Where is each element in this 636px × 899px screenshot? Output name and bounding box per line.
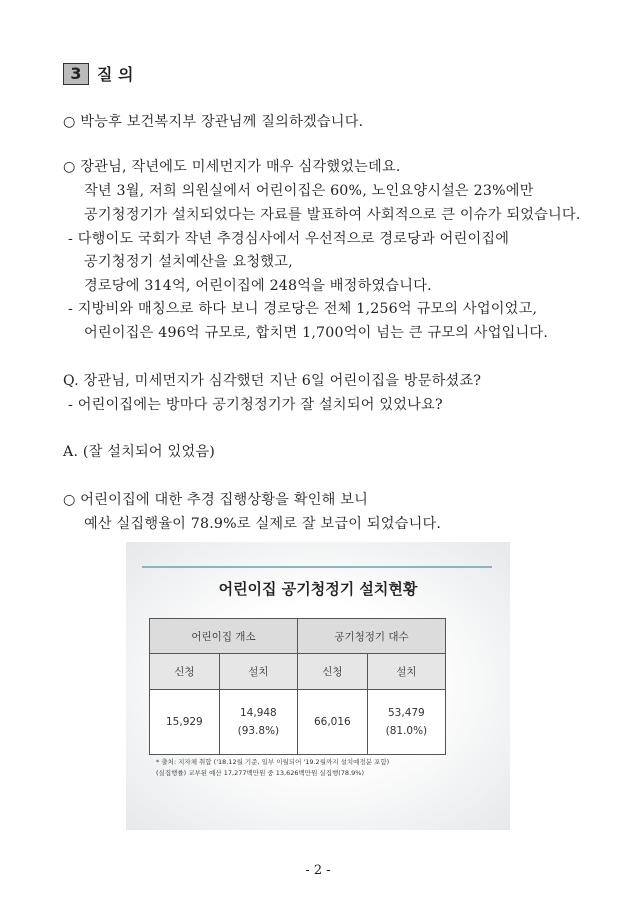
sub-header: 신청 (150, 654, 220, 690)
group-header: 공기청정기 대수 (297, 619, 445, 654)
paragraph-line: 예산 실집행율이 78.9%로 실제로 잘 보급이 되었습니다. (84, 516, 442, 532)
paragraph-line: ○ 박능후 보건복지부 장관님께 질의하겠습니다. (63, 114, 364, 130)
page-number: - 2 - (305, 863, 331, 878)
cell: 66,016 (297, 690, 367, 755)
figure-footnote (156, 757, 389, 779)
cell-value: 14,948 (240, 707, 277, 719)
paragraph-line: 작년 3월, 저희 의원실에서 어린이집은 60%, 노인요양시설은 23%에만 (84, 183, 534, 199)
paragraph-line: ○ 장관님, 작년에도 미세먼지가 매우 심각했었는데요. (63, 159, 401, 175)
paragraph-line: Q. 장관님, 미세먼지가 심각했던 지난 6일 어린이집을 방문하셨죠? (63, 373, 482, 389)
cell-percent: (81.0%) (385, 725, 428, 737)
sub-header: 설치 (219, 654, 297, 690)
paragraph-line: ○ 어린이집에 대한 추경 집행상황을 확인해 보니 (63, 492, 369, 508)
paragraph-line: 공기청정기가 설치되었다는 자료를 발표하여 사회적으로 큰 이슈가 되었습니다. (84, 207, 581, 223)
cell (367, 690, 445, 755)
sub-header: 설치 (367, 654, 445, 690)
figure-title: 어린이집 공기청정기 설치현황 (218, 580, 418, 598)
paragraph-line: A. (잘 설치되어 있었음) (63, 444, 215, 460)
footnote-line: (실집행률) 교부된 예산 17,277백만원 중 13,626백만원 실집행(78.9%) (156, 769, 364, 777)
cell (219, 690, 297, 755)
cell-percent: (93.8%) (237, 725, 280, 737)
paragraph-line: - 지방비와 매칭으로 하다 보니 경로당은 전체 1,256억 규모의 사업이었고, (68, 301, 538, 317)
paragraph-line: 경로당에 314억, 어린이집에 248억을 배정하였습니다. (84, 278, 432, 294)
divider (142, 566, 492, 568)
cell: 15,929 (150, 690, 220, 755)
footnote-line: * 출처: 지자체 취합 ('18.12월 기준, 일부 이월되어 '19.2월까지 설치예정분 포함) (156, 758, 390, 766)
section-heading (63, 62, 133, 85)
installation-table (149, 618, 446, 755)
paragraph-line: - 어린이집에는 방마다 공기청정기가 잘 설치되어 있었나요? (68, 397, 443, 413)
paragraph-line: - 다행이도 국회가 작년 추경심사에서 우선적으로 경로당과 어린이집에 (68, 231, 510, 247)
section-number: 3 (63, 63, 89, 85)
paragraph-line: 공기청정기 설치예산을 요청했고, (84, 254, 293, 270)
group-header: 어린이집 개소 (150, 619, 298, 654)
sub-header: 신청 (297, 654, 367, 690)
cell-value: 53,479 (388, 707, 425, 719)
figure-slide (126, 542, 510, 830)
paragraph-line: 어린이집은 496억 규모로, 합치면 1,700억이 넘는 큰 규모의 사업입니다. (84, 325, 549, 341)
section-title: 질 의 (97, 65, 134, 84)
